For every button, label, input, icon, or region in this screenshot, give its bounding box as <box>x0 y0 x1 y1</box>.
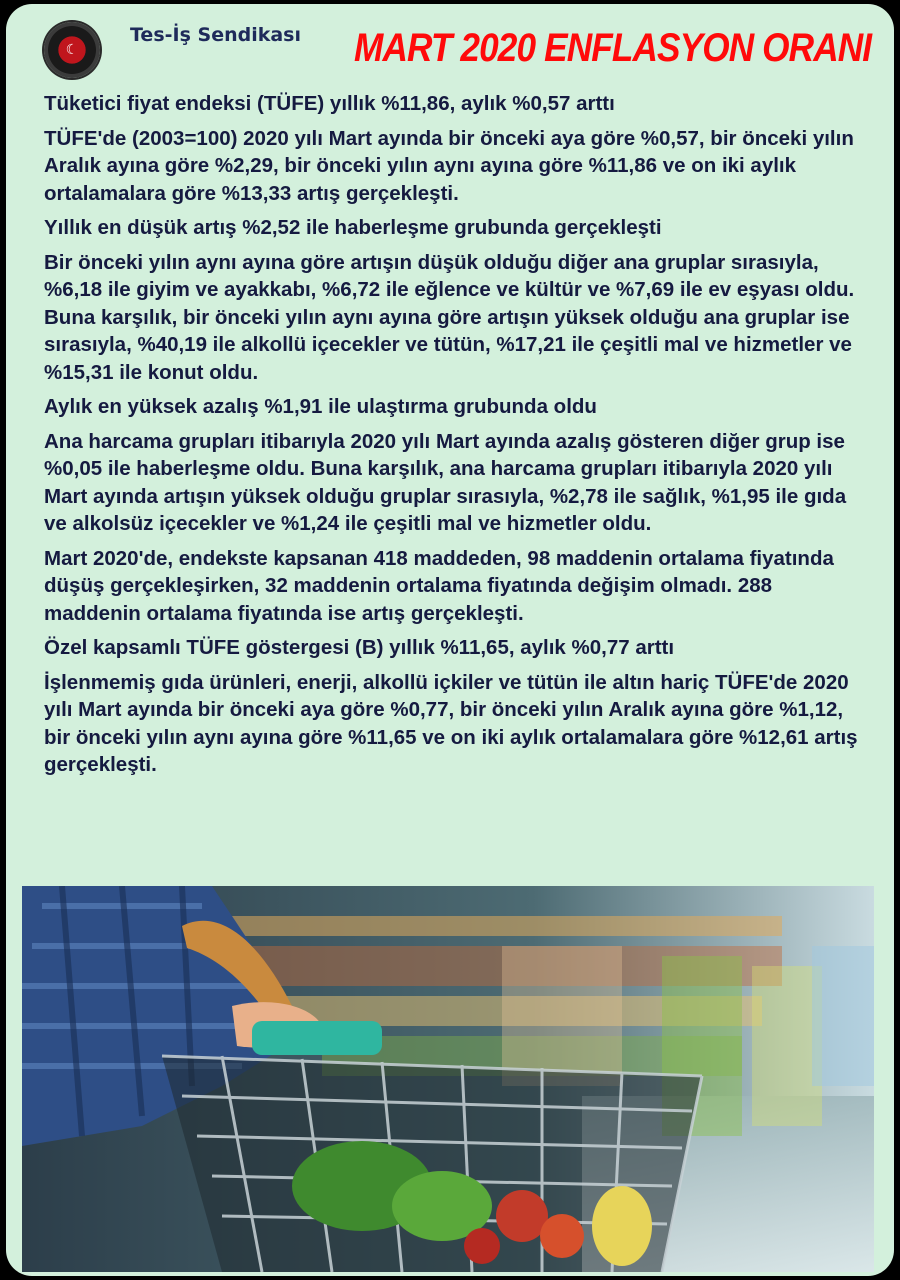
article-body <box>44 90 864 786</box>
paragraph-groups-annual: Bir önceki yılın aynı ayına göre artışın düşük olduğu diğer ana gruplar sırasıyla, %6,18 ile giyim ve ayakkabı, %6,72 ile eğlence ve kültür ve %7,69 ile ev eşyası oldu. Buna karşılık, bir önceki yılın aynı ayına göre artışın yüksek olduğu ana gruplar ise sırasıyla, %40,19 ile alkollü içecekler ve tütün, %17,21 ile çeşitli mal ve hizmetler ve %15,31 ile konut oldu. <box>44 250 855 384</box>
paragraph-headline-cpi: Tüketici fiyat endeksi (TÜFE) yıllık %11,86, aylık %0,57 arttı <box>44 92 615 115</box>
paragraph-groups-monthly: Ana harcama grupları itibarıyla 2020 yılı Mart ayında azalış gösteren diğer grup ise %0,05 ile haberleşme oldu. Buna karşılık, ana harcama grupları itibarıyla 2020 yılı Mart ayında artışın yüksek olduğu gruplar sırasıyla, %2,78 ile sağlık, %1,95 ile gıda ve alkolsüz içecekler ve %1,24 ile çeşitli mal ve hizmetler oldu. <box>44 429 847 535</box>
paragraph-headline-monthly: Aylık en yüksek azalış %1,91 ile ulaştırma grubunda oldu <box>44 395 597 418</box>
paragraph-core-details: İşlenmemiş gıda ürünleri, enerji, alkollü içkiler ve tütün ile altın hariç TÜFE'de 2020 yılı Mart ayında bir önceki aya göre %0,77, bir önceki yılın Aralık ayına göre %1,12, bir önceki yılın aynı ayına göre %11,65 ve on iki aylık ortalamalara göre %12,61 artış gerçekleşti. <box>44 670 858 776</box>
page-title: MART 2020 ENFLASYON ORANI <box>354 26 872 70</box>
paragraph-items: Mart 2020'de, endekste kapsanan 418 maddeden, 98 maddenin ortalama fiyatında düşüş gerçekleşirken, 32 maddenin ortalama fiyatında değişim olmadı. 288 maddenin ortalama fiyatında ise artış gerçekleşti. <box>44 546 834 625</box>
crescent-star-icon: ☾ <box>60 38 84 62</box>
paragraph-headline-core: Özel kapsamlı TÜFE göstergesi (B) yıllık %11,65, aylık %0,77 arttı <box>44 636 675 659</box>
shopping-cart-illustration <box>22 886 874 1272</box>
paragraph-cpi-details: TÜFE'de (2003=100) 2020 yılı Mart ayında bir önceki aya göre %0,57, bir önceki yılın Aralık ayına göre %2,29, bir önceki yılın aynı ayına göre %11,86 ve on iki aylık ortalamalara göre %13,33 artış gerçekleşti. <box>44 126 854 205</box>
infographic-card <box>6 4 894 1276</box>
union-logo-icon <box>44 22 100 78</box>
org-name: Tes-İş Sendikası <box>130 24 301 46</box>
paragraph-headline-lowest: Yıllık en düşük artış %2,52 ile haberleşme grubunda gerçekleşti <box>44 216 662 239</box>
shopping-cart-photo <box>22 886 874 1272</box>
header <box>6 4 894 92</box>
